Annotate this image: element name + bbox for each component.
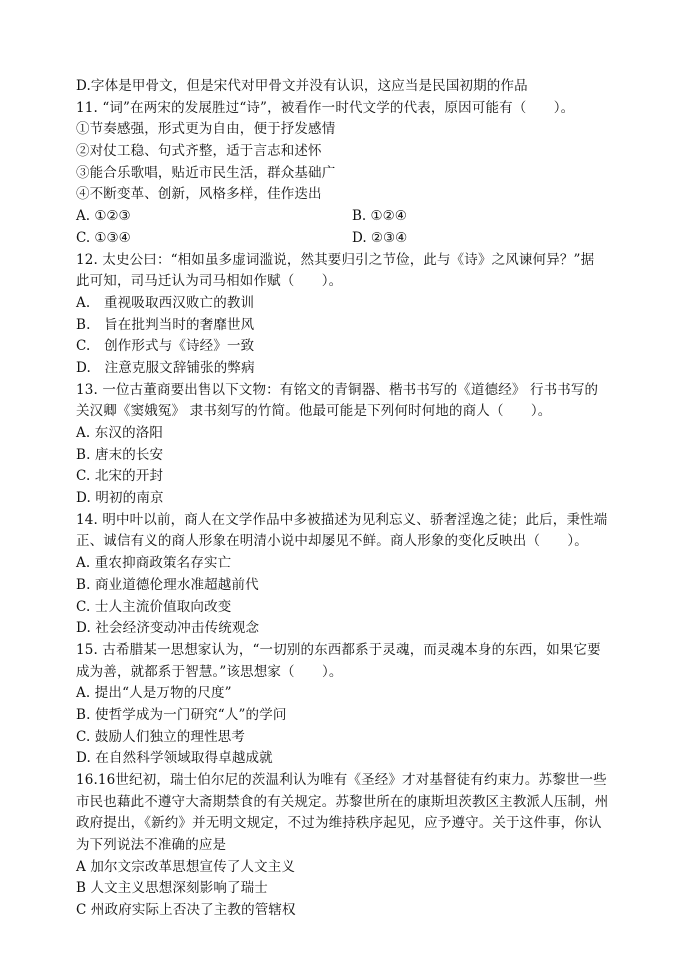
- text-line: 成为善，就都系于智慧。”该思想家（ ）。: [76, 663, 343, 680]
- text-block-b: [76, 250, 628, 922]
- exam-page: [76, 76, 628, 922]
- text-block-a: [76, 76, 628, 206]
- question-11-stem: 11. “词”在两宋的发展胜过“诗”，被看作一时代文学的代表，原因可能有（ ）。: [76, 99, 575, 116]
- option-line: D. 社会经济变动冲击传统观念: [76, 620, 260, 637]
- option-line: A 加尔文宗改革思想宣传了人文主义: [76, 858, 296, 875]
- option-b: B. ①②④: [352, 208, 407, 225]
- text-line: 正、诚信有义的商人形象在明清小说中却屡见不鲜。商人形象的变化反映出（ ）。: [76, 533, 588, 550]
- option-line: D. 明初的南京: [76, 490, 164, 507]
- option-line: C 州政府实际上否决了主教的管辖权: [76, 902, 296, 919]
- options-row: [76, 206, 628, 228]
- question-14-stem: 14. 明中叶以前，商人在文学作品中多被描述为见利忘义、骄奢淫逸之徒；此后，秉性端: [76, 511, 608, 528]
- option-line: C. 鼓励人们独立的理性思考: [76, 728, 246, 745]
- text-line: 市民也藉此不遵守大斋期禁食的有关规定。苏黎世所在的康斯坦茨教区主教派人压制，州: [76, 793, 609, 810]
- option-line: A. 重视吸取西汉败亡的教训: [76, 294, 255, 311]
- option-line: C. 北宋的开封: [76, 468, 164, 485]
- option-line: B. 商业道德伦理水准超越前代: [76, 576, 259, 593]
- question-12-stem: 12. 太史公曰：“相如虽多虚词滥说，然其要归引之节俭，此与《诗》之风谏何异？”据: [76, 251, 595, 268]
- option-line: C. 士人主流价值取向改变: [76, 598, 232, 615]
- option-line: A. 提出“人是万物的尺度”: [76, 685, 232, 702]
- text-line: 政府提出，《新约》并无明文规定，不过为维持秩序起见，应予遵守。关于这件事，你认: [76, 815, 602, 832]
- option-a: A. ①②③: [76, 208, 131, 225]
- text-line: ④不断变革、创新，风格多样，佳作迭出: [76, 186, 322, 203]
- option-line: B. 旨在批判当时的奢靡世风: [76, 316, 255, 333]
- text-line: 为下列说法不准确的应是: [76, 837, 227, 854]
- text-line: D.字体是甲骨文，但是宋代对甲骨文并没有认识，这应当是民国初期的作品: [76, 78, 528, 94]
- question-16-stem: 16.16世纪初，瑞士伯尔尼的茨温利认为唯有《圣经》才对基督徒有约束力。苏黎世一些: [76, 772, 607, 788]
- question-11-options: [76, 206, 628, 249]
- text-line: ③能合乐歌唱，贴近市民生活，群众基础广: [76, 164, 336, 181]
- option-line: A. 东汉的洛阳: [76, 425, 164, 441]
- text-line: 关汉卿《窦娥冤》 隶书刻写的竹简。他最可能是下列何时何地的商人（ ）。: [76, 403, 552, 420]
- option-line: C. 创作形式与《诗经》一致: [76, 338, 255, 355]
- option-line: B. 唐末的长安: [76, 446, 164, 463]
- text-line: 此可知，司马迁认为司马相如作赋（ ）。: [76, 273, 343, 290]
- option-line: A. 重农抑商政策名存实亡: [76, 555, 232, 572]
- option-line: B 人文主义思想深刻影响了瑞士: [76, 880, 268, 897]
- option-c: C. ①③④: [76, 229, 131, 246]
- option-line: B. 使哲学成为一门研究“人”的学问: [76, 706, 287, 723]
- option-d: D. ②③④: [352, 229, 408, 246]
- options-row: [76, 228, 628, 250]
- text-line: ②对仗工稳、句式齐整，适于言志和述怀: [76, 143, 322, 160]
- text-line: ①节奏感强，形式更为自由，便于抒发感情: [76, 121, 336, 138]
- question-13-stem: 13. 一位古董商要出售以下文物：有铭文的青铜器、楷书书写的《道德经》 行书书写的: [76, 381, 599, 398]
- option-line: D. 在自然科学领域取得卓越成就: [76, 750, 273, 767]
- option-line: D. 注意克服文辞铺张的弊病: [76, 359, 255, 376]
- question-15-stem: 15. 古希腊某一思想家认为，“一切别的东西都系于灵魂，而灵魂本身的东西，如果它要: [76, 641, 601, 658]
